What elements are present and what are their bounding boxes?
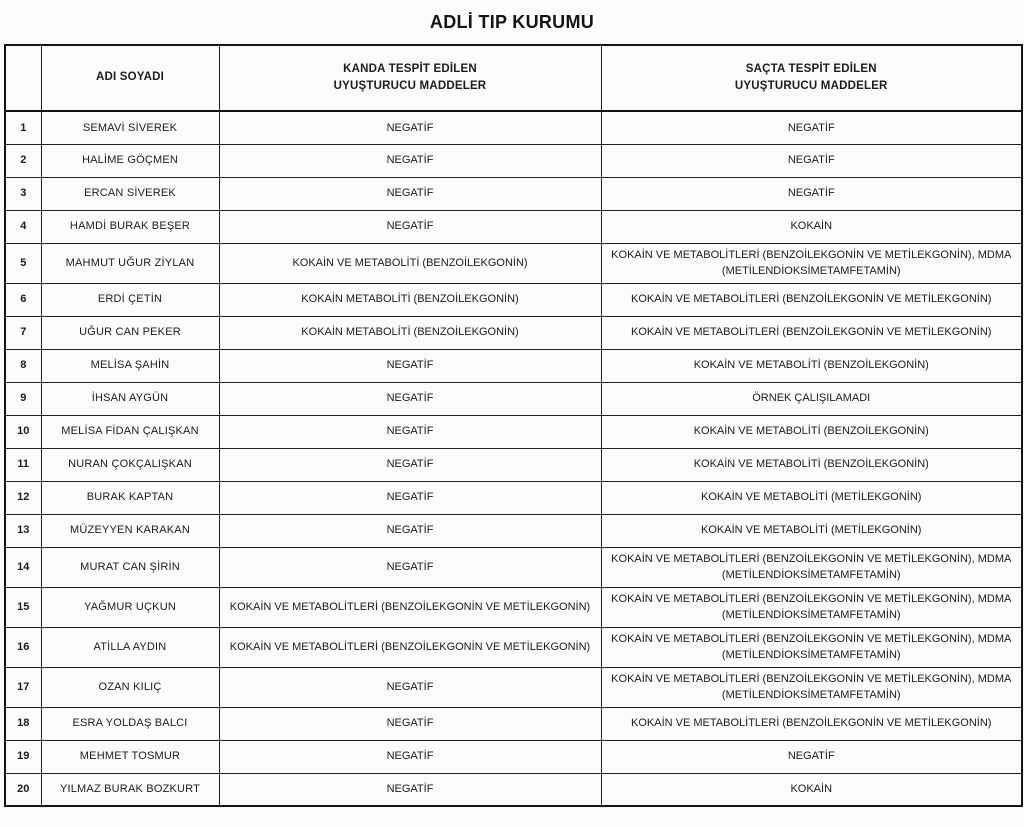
hair-result: KOKAİN VE METABOLİTLERİ (BENZOİLEKGONİN VE METİLEKGONİN) [601, 707, 1022, 740]
blood-result: KOKAİN VE METABOLİTLERİ (BENZOİLEKGONİN VE METİLEKGONİN) [219, 627, 601, 667]
page-title: ADLİ TIP KURUMU [429, 11, 595, 32]
blood-result: NEGATİF [219, 514, 601, 547]
table-row [5, 316, 1022, 349]
person-name: ESRA YOLDAŞ BALCI [41, 707, 219, 740]
title-bar [0, 0, 1024, 44]
hair-result: KOKAİN VE METABOLİTİ (METİLEKGONİN) [601, 481, 1022, 514]
row-number: 12 [5, 481, 41, 514]
hair-result: KOKAİN VE METABOLİTLERİ (BENZOİLEKGONİN VE METİLEKGONİN) [601, 316, 1022, 349]
table-row [5, 415, 1022, 448]
blood-result: NEGATİF [219, 547, 601, 587]
blood-result: NEGATİF [219, 177, 601, 210]
person-name: ERCAN SİVEREK [41, 177, 219, 210]
row-number: 20 [5, 773, 41, 806]
table-row [5, 283, 1022, 316]
row-number: 5 [5, 243, 41, 283]
person-name: ATİLLA AYDIN [41, 627, 219, 667]
person-name: MELİSA FİDAN ÇALIŞKAN [41, 415, 219, 448]
table-row [5, 481, 1022, 514]
hair-result: KOKAİN VE METABOLİTLERİ (BENZOİLEKGONİN VE METİLEKGONİN) [601, 283, 1022, 316]
toxicology-results-table [4, 44, 1023, 807]
person-name: MELİSA ŞAHİN [41, 349, 219, 382]
person-name: ERDİ ÇETİN [41, 283, 219, 316]
row-number: 9 [5, 382, 41, 415]
col-header-hair [601, 45, 1022, 111]
table-row [5, 627, 1022, 667]
person-name: MAHMUT UĞUR ZİYLAN [41, 243, 219, 283]
hair-result: KOKAİN VE METABOLİTİ (BENZOİLEKGONİN) [601, 448, 1022, 481]
row-number: 13 [5, 514, 41, 547]
hair-result: KOKAİN VE METABOLİTLERİ (BENZOİLEKGONİN VE METİLEKGONİN), MDMA (METİLENDİOKSİMETAMFETAMİN) [601, 243, 1022, 283]
hair-result: ÖRNEK ÇALIŞILAMADI [601, 382, 1022, 415]
table-row [5, 144, 1022, 177]
row-number: 3 [5, 177, 41, 210]
row-number: 18 [5, 707, 41, 740]
table-row [5, 514, 1022, 547]
row-number: 16 [5, 627, 41, 667]
hair-result: NEGATİF [601, 177, 1022, 210]
table-row [5, 382, 1022, 415]
person-name: YILMAZ BURAK BOZKURT [41, 773, 219, 806]
row-number: 1 [5, 111, 41, 144]
col-header-blood-line1: KANDA TESPİT EDİLEN [343, 62, 477, 75]
table-row [5, 587, 1022, 627]
col-header-blood [219, 45, 601, 111]
table-row [5, 707, 1022, 740]
blood-result: NEGATİF [219, 144, 601, 177]
blood-result: NEGATİF [219, 382, 601, 415]
hair-result: NEGATİF [601, 144, 1022, 177]
table-row [5, 111, 1022, 144]
hair-result: NEGATİF [601, 740, 1022, 773]
person-name: HALİME GÖÇMEN [41, 144, 219, 177]
table-row [5, 243, 1022, 283]
hair-result: KOKAİN VE METABOLİTLERİ (BENZOİLEKGONİN VE METİLEKGONİN), MDMA (METİLENDİOKSİMETAMFETAMİN) [601, 667, 1022, 707]
person-name: BURAK KAPTAN [41, 481, 219, 514]
person-name: NURAN ÇOKÇALIŞKAN [41, 448, 219, 481]
blood-result: KOKAİN VE METABOLİTLERİ (BENZOİLEKGONİN VE METİLEKGONİN) [219, 587, 601, 627]
blood-result: NEGATİF [219, 415, 601, 448]
row-number: 10 [5, 415, 41, 448]
table-row [5, 210, 1022, 243]
blood-result: NEGATİF [219, 111, 601, 144]
row-number: 17 [5, 667, 41, 707]
hair-result: KOKAİN VE METABOLİTİ (METİLEKGONİN) [601, 514, 1022, 547]
blood-result: NEGATİF [219, 210, 601, 243]
row-number: 11 [5, 448, 41, 481]
row-number: 15 [5, 587, 41, 627]
col-header-blood-line2: UYUŞTURUCU MADDELER [333, 80, 487, 92]
blood-result: KOKAİN VE METABOLİTİ (BENZOİLEKGONİN) [219, 243, 601, 283]
col-header-hair-line2: UYUŞTURUCU MADDELER [734, 80, 888, 92]
table-row [5, 773, 1022, 806]
hair-result: NEGATİF [601, 111, 1022, 144]
blood-result: KOKAİN METABOLİTİ (BENZOİLEKGONİN) [219, 316, 601, 349]
hair-result: KOKAİN VE METABOLİTLERİ (BENZOİLEKGONİN VE METİLEKGONİN), MDMA (METİLENDİOKSİMETAMFETAMİN) [601, 627, 1022, 667]
row-number: 2 [5, 144, 41, 177]
col-header-index [5, 45, 41, 111]
row-number: 4 [5, 210, 41, 243]
row-number: 14 [5, 547, 41, 587]
col-header-hair-line1: SAÇTA TESPİT EDİLEN [745, 62, 877, 75]
person-name: İHSAN AYGÜN [41, 382, 219, 415]
row-number: 8 [5, 349, 41, 382]
blood-result: NEGATİF [219, 481, 601, 514]
table-row [5, 740, 1022, 773]
person-name: HAMDİ BURAK BEŞER [41, 210, 219, 243]
blood-result: NEGATİF [219, 349, 601, 382]
row-number: 19 [5, 740, 41, 773]
person-name: UĞUR CAN PEKER [41, 316, 219, 349]
table-row [5, 448, 1022, 481]
person-name: MÜZEYYEN KARAKAN [41, 514, 219, 547]
person-name: YAĞMUR UÇKUN [41, 587, 219, 627]
blood-result: NEGATİF [219, 740, 601, 773]
hair-result: KOKAİN VE METABOLİTLERİ (BENZOİLEKGONİN VE METİLEKGONİN), MDMA (METİLENDİOKSİMETAMFETAMİN) [601, 547, 1022, 587]
blood-result: NEGATİF [219, 707, 601, 740]
table-row [5, 667, 1022, 707]
col-header-name: ADI SOYADI [41, 45, 219, 111]
person-name: MURAT CAN ŞİRİN [41, 547, 219, 587]
person-name: OZAN KILIÇ [41, 667, 219, 707]
hair-result: KOKAİN VE METABOLİTİ (BENZOİLEKGONİN) [601, 349, 1022, 382]
row-number: 7 [5, 316, 41, 349]
blood-result: NEGATİF [219, 667, 601, 707]
person-name: SEMAVİ SİVEREK [41, 111, 219, 144]
header-row [5, 45, 1022, 111]
hair-result: KOKAİN VE METABOLİTLERİ (BENZOİLEKGONİN VE METİLEKGONİN), MDMA (METİLENDİOKSİMETAMFETAMİN) [601, 587, 1022, 627]
table-body [5, 111, 1022, 806]
table-row [5, 177, 1022, 210]
blood-result: KOKAİN METABOLİTİ (BENZOİLEKGONİN) [219, 283, 601, 316]
person-name: MEHMET TOSMUR [41, 740, 219, 773]
table-row [5, 349, 1022, 382]
hair-result: KOKAİN VE METABOLİTİ (BENZOİLEKGONİN) [601, 415, 1022, 448]
row-number: 6 [5, 283, 41, 316]
hair-result: KOKAİN [601, 773, 1022, 806]
blood-result: NEGATİF [219, 773, 601, 806]
table-row [5, 547, 1022, 587]
hair-result: KOKAİN [601, 210, 1022, 243]
blood-result: NEGATİF [219, 448, 601, 481]
